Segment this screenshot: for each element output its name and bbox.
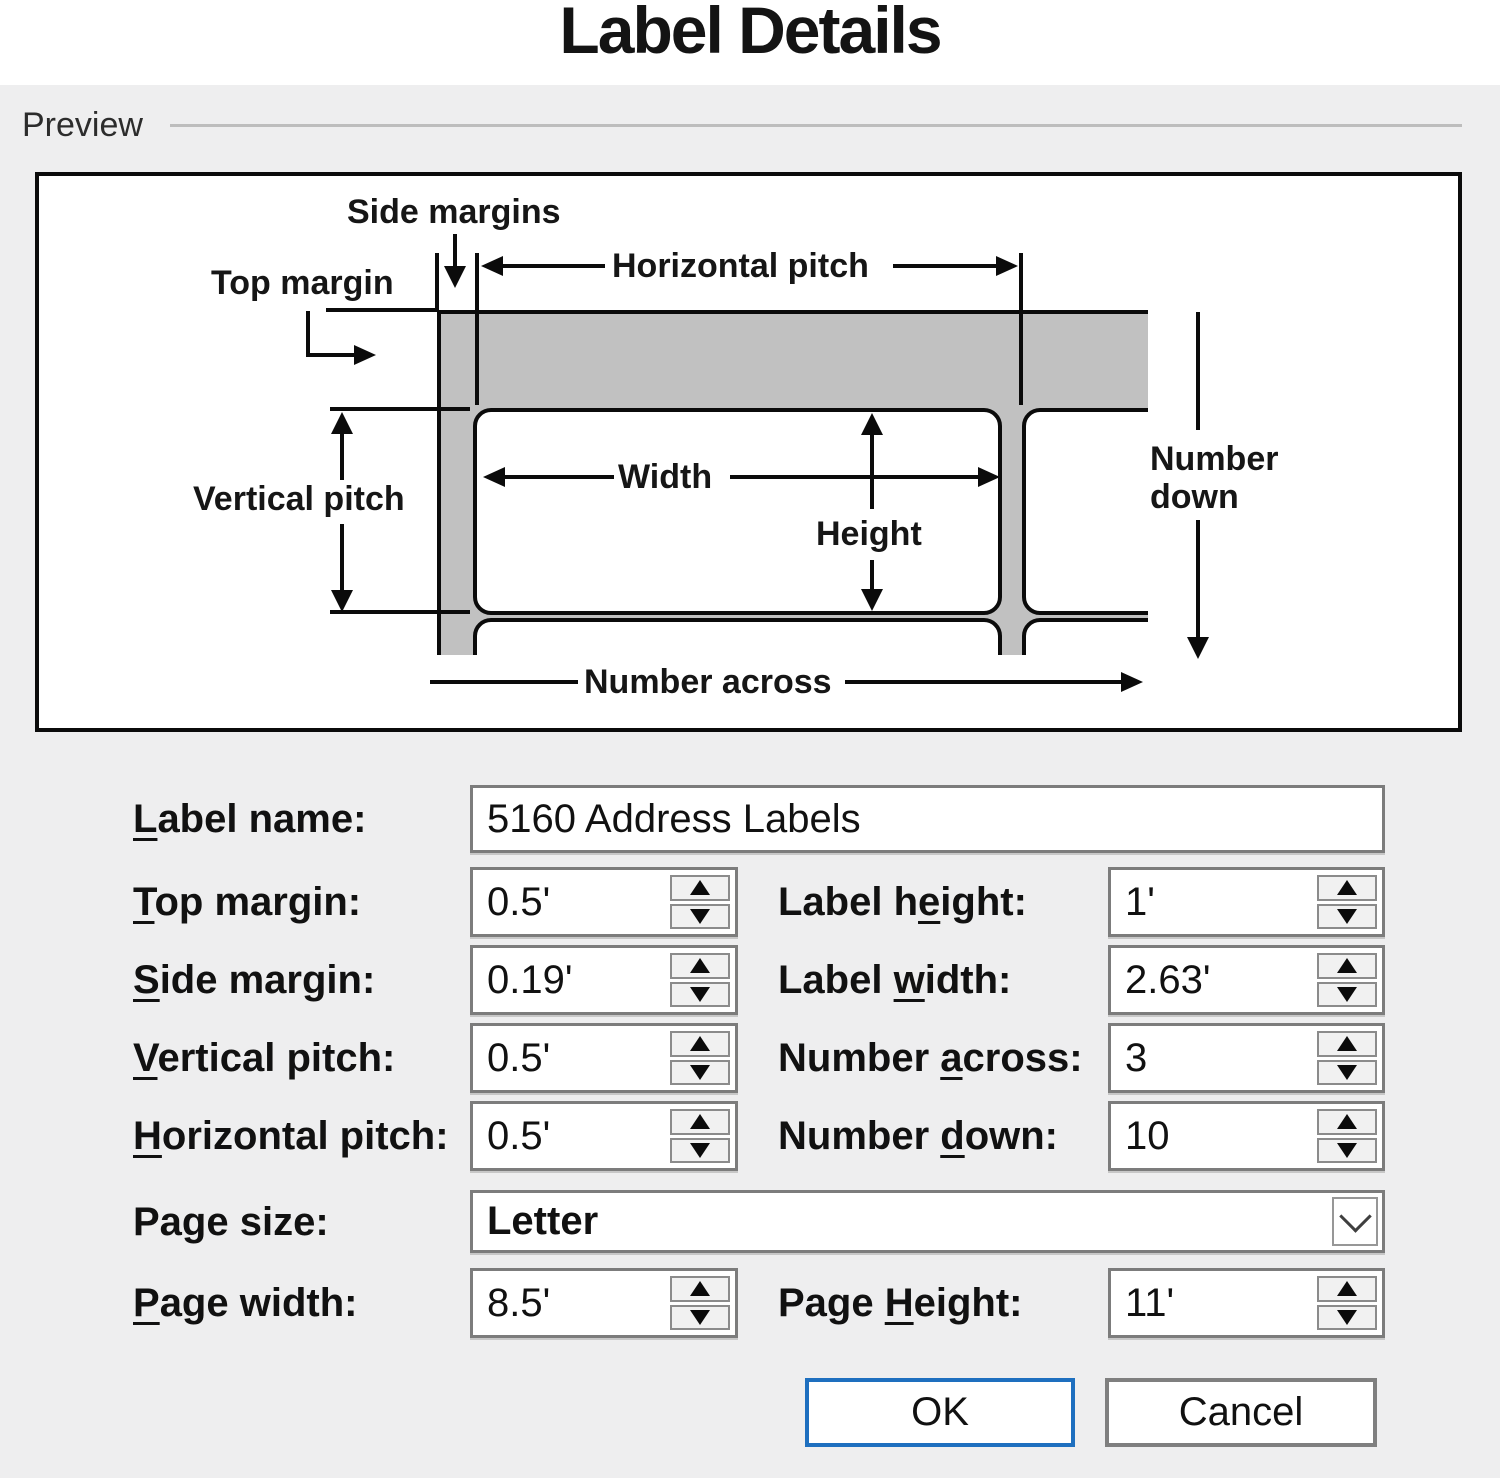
vertical-pitch-tick-top [330,407,470,411]
side-margin-spin-up-button[interactable] [670,953,730,979]
triangle-down-icon [690,987,710,1002]
cancel-button[interactable]: Cancel [1105,1378,1377,1447]
page-size-dropdown-button[interactable] [1332,1197,1378,1246]
side-margin-tick-right [475,253,479,405]
number-across-line-left [430,680,578,684]
label-pre: Page [778,1281,885,1325]
page-width-value: 8.5' [487,1280,551,1325]
side-margin-spin-down-button[interactable] [670,982,730,1008]
page-size-value: Letter [487,1199,599,1243]
label-name-input[interactable] [470,785,1385,853]
label-post: ide margin: [159,958,376,1002]
label-pre: Number [778,1114,941,1158]
label-accesskey: T [133,880,155,924]
top-margin-label [133,879,361,925]
page-height-input[interactable] [1108,1268,1385,1338]
horizontal-pitch-label [133,1113,449,1159]
label-height-spinner [1317,875,1377,929]
top-margin-tick-line [326,308,438,312]
number-down-spin-down-button[interactable] [1317,1138,1377,1164]
number-across-label [778,1035,1083,1081]
label-post: own: [964,1114,1058,1158]
triangle-up-icon [1337,1036,1357,1051]
label-accesskey: S [133,958,160,1002]
label-pre: Number [778,1036,941,1080]
label-accesskey: d [940,1114,965,1158]
top-margin-value: 0.5' [487,879,551,924]
triangle-down-icon [1337,909,1357,924]
number-down-caption-line1: Number [1150,440,1279,478]
label-width-spin-down-button[interactable] [1317,982,1377,1008]
label-cell-row1-col2 [1022,408,1148,615]
page-height-spin-down-button[interactable] [1317,1305,1377,1331]
label-height-value: 1' [1125,879,1155,924]
top-margin-spin-down-button[interactable] [670,904,730,930]
triangle-up-icon [690,1281,710,1296]
dialog-title: Label Details [559,0,941,67]
triangle-down-icon [690,1143,710,1158]
top-margin-arrowhead-icon [354,345,376,365]
page-height-value: 11' [1125,1280,1175,1325]
number-down-label [778,1113,1058,1159]
width-line-right [730,475,982,479]
triangle-up-icon [690,880,710,895]
top-margin-input[interactable] [470,867,738,937]
ok-button[interactable]: OK [805,1378,1075,1447]
page-height-label [778,1280,1022,1326]
label-accesskey: a [940,1036,963,1080]
triangle-up-icon [1337,1114,1357,1129]
page-width-label [133,1280,357,1326]
triangle-up-icon [1337,958,1357,973]
width-right-arrowhead-icon [978,467,1000,487]
top-margin-spinner [670,875,730,929]
label-cell-row1-col1 [473,408,1002,615]
vertical-pitch-down-arrowhead-icon [331,590,353,612]
height-down-arrowhead-icon [861,589,883,611]
label-width-input[interactable] [1108,945,1385,1015]
number-down-line-upper [1196,312,1200,430]
label-post: age width: [159,1281,358,1325]
side-margin-input[interactable] [470,945,738,1015]
vertical-pitch-line-upper [340,430,344,480]
number-down-value: 10 [1125,1113,1170,1158]
number-down-line-lower [1196,520,1200,642]
number-down-spin-up-button[interactable] [1317,1109,1377,1135]
page-width-spin-up-button[interactable] [670,1276,730,1302]
number-down-input[interactable] [1108,1101,1385,1171]
label-height-spin-up-button[interactable] [1317,875,1377,901]
label-accesskey: H [884,1281,914,1325]
label-pre: Page size: [133,1200,329,1244]
label-height-label [778,879,1027,925]
width-line-left [501,475,614,479]
label-post: cross: [962,1036,1083,1080]
top-margin-elbow-horizontal [306,353,358,357]
side-margin-tick-left [435,253,439,310]
label-post: abel name: [157,797,367,841]
vertical-pitch-value: 0.5' [487,1035,551,1080]
label-width-value: 2.63' [1125,957,1211,1002]
horizontal-pitch-caption: Horizontal pitch [612,247,869,285]
chevron-down-icon [1339,1200,1372,1233]
label-height-spin-down-button[interactable] [1317,904,1377,930]
triangle-up-icon [1337,1281,1357,1296]
label-pre: Label h [778,880,919,924]
number-across-line-right [845,680,1125,684]
triangle-up-icon [1337,880,1357,895]
label-name-label [133,796,366,842]
horizontal-pitch-spinner [670,1109,730,1163]
vertical-pitch-input[interactable] [470,1023,738,1093]
side-margins-arrow-line [453,234,457,270]
label-post: op margin: [154,880,362,924]
triangle-down-icon [690,1310,710,1325]
triangle-down-icon [1337,987,1357,1002]
height-line-upper [870,431,874,509]
label-height-input[interactable] [1108,867,1385,937]
triangle-up-icon [690,1036,710,1051]
label-post: eight: [913,1281,1023,1325]
triangle-down-icon [690,909,710,924]
label-accesskey: H [133,1114,162,1158]
width-caption: Width [618,458,713,496]
horizontal-pitch-spin-down-button[interactable] [670,1138,730,1164]
preview-group-label: Preview [22,106,143,144]
triangle-down-icon [690,1065,710,1080]
top-margin-caption: Top margin [211,264,394,302]
label-cell-row2-col1 [473,618,1002,655]
number-down-arrowhead-icon [1187,637,1209,659]
horizontal-pitch-right-arrowhead-icon [996,256,1018,276]
vertical-pitch-spin-down-button[interactable] [670,1060,730,1086]
label-post: ight: [940,880,1027,924]
label-accesskey: P [133,1281,160,1325]
page-width-spinner [670,1276,730,1330]
number-down-caption-line2: down [1150,478,1239,516]
label-post: idth: [924,958,1012,1002]
label-name-value: 5160 Address Labels [487,796,861,841]
label-width-label [778,957,1011,1003]
side-margins-caption: Side margins [347,193,561,231]
label-cell-row2-col2 [1022,618,1148,655]
number-across-spin-up-button[interactable] [1317,1031,1377,1057]
label-post: ertical pitch: [157,1036,396,1080]
horizontal-pitch-input[interactable] [470,1101,738,1171]
page-width-input[interactable] [470,1268,738,1338]
number-down-spinner [1317,1109,1377,1163]
horizontal-pitch-spin-up-button[interactable] [670,1109,730,1135]
label-post: orizontal pitch: [161,1114,449,1158]
side-margin-label [133,957,375,1003]
page-width-spin-down-button[interactable] [670,1305,730,1331]
triangle-down-icon [1337,1310,1357,1325]
number-across-caption: Number across [584,663,832,701]
top-margin-elbow-vertical [306,311,310,357]
horizontal-pitch-tick-right [1019,253,1023,405]
number-across-spinner [1317,1031,1377,1085]
height-caption: Height [816,515,922,553]
triangle-down-icon [1337,1143,1357,1158]
side-margin-spinner [670,953,730,1007]
label-sheet-graphic [437,310,1148,655]
number-across-value: 3 [1125,1035,1148,1080]
number-across-arrowhead-icon [1121,672,1143,692]
label-accesskey: L [133,797,158,841]
horizontal-pitch-line-right [893,264,1001,268]
label-accesskey: w [893,958,925,1002]
number-down-caption [1150,440,1278,516]
label-width-spin-up-button[interactable] [1317,953,1377,979]
vertical-pitch-line-lower [340,524,344,594]
label-width-spinner [1317,953,1377,1007]
triangle-down-icon [1337,1065,1357,1080]
label-pre: Label [778,958,894,1002]
number-across-input[interactable] [1108,1023,1385,1093]
vertical-pitch-spinner [670,1031,730,1085]
side-margins-arrowhead-icon [444,266,466,288]
page-size-dropdown[interactable] [470,1190,1385,1253]
triangle-up-icon [690,958,710,973]
horizontal-pitch-value: 0.5' [487,1113,551,1158]
page-size-label [133,1199,329,1245]
triangle-up-icon [690,1114,710,1129]
vertical-pitch-label [133,1035,395,1081]
number-across-spin-down-button[interactable] [1317,1060,1377,1086]
page-height-spinner [1317,1276,1377,1330]
preview-group-divider [170,124,1462,127]
page-height-spin-up-button[interactable] [1317,1276,1377,1302]
top-margin-spin-up-button[interactable] [670,875,730,901]
vertical-pitch-spin-up-button[interactable] [670,1031,730,1057]
horizontal-pitch-line-left [499,264,605,268]
label-accesskey: V [133,1036,158,1080]
label-accesskey: e [918,880,941,924]
vertical-pitch-caption: Vertical pitch [193,480,405,518]
side-margin-value: 0.19' [487,957,573,1002]
